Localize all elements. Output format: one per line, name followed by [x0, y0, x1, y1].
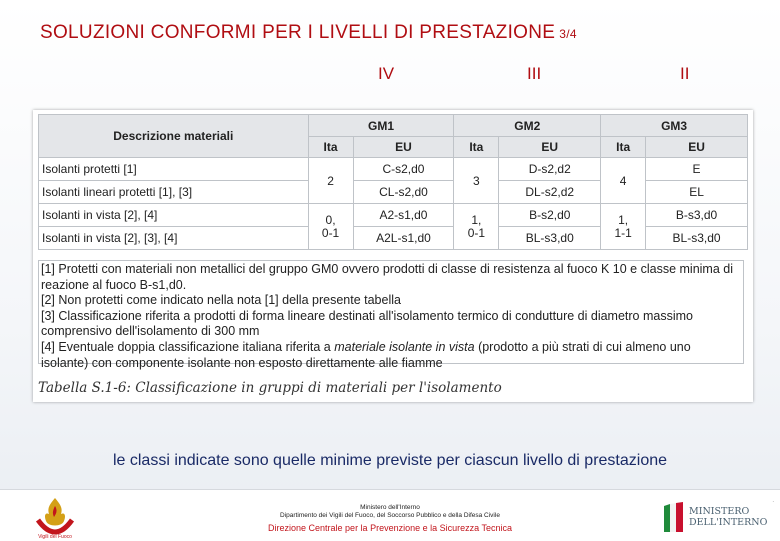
summary-statement: le classi indicate sono quelle minime previste per ciascun livello di prestazione	[112, 452, 668, 469]
cell-ita-gm1: 0, 0-1	[308, 204, 353, 250]
note-4	[41, 340, 741, 371]
footer-ministry-line: Ministero dell'Interno	[360, 504, 420, 511]
note-2: [2] Non protetti come indicato nella nota [1] della presente tabella	[41, 293, 401, 308]
cell-eu-gm3: EL	[646, 181, 748, 204]
header-ita: Ita	[308, 137, 353, 158]
note-4-text-end: (prodotto a più strati di cui almeno uno isolante) con componente isolante non esposto direttamente alle fiamme	[41, 339, 691, 370]
cell-ita-gm1: 2	[308, 158, 353, 204]
note-4-emphasis: materiale isolante in vista	[334, 339, 475, 354]
header-eu: EU	[499, 137, 601, 158]
row-label: Isolanti protetti [1]	[39, 158, 309, 181]
note-3: [3] Classificazione riferita a prodotti di forma lineare destinati all'isolamento termico di condutture di diametro massimo comprensivo dell'isolamento di 300 mm	[41, 308, 693, 339]
cell-eu-gm1: A2L-s1,d0	[353, 227, 454, 250]
level-ii: II	[680, 64, 690, 83]
cell-ita-gm2: 3	[454, 158, 499, 204]
cell-eu-gm2: B-s2,d0	[499, 204, 601, 227]
classification-table	[38, 114, 748, 250]
footer	[0, 489, 780, 541]
table-row	[39, 158, 748, 181]
footer-direction-line: Direzione Centrale per la Prevenzione e la Sicurezza Tecnica	[268, 523, 512, 533]
cell-eu-gm2: D-s2,d2	[499, 158, 601, 181]
table-caption: Tabella S.1-6: Classificazione in gruppi di materiali per l'isolamento	[38, 380, 502, 396]
italian-flag-icon	[662, 502, 686, 534]
cell-eu-gm2: DL-s2,d2	[499, 181, 601, 204]
ministry-logo	[662, 500, 777, 536]
cell-ita-gm3: 4	[601, 158, 646, 204]
header-description: Descrizione materiali	[39, 115, 309, 158]
level-iii: III	[527, 64, 542, 83]
table-row	[39, 204, 748, 227]
slide-title-text: SOLUZIONI CONFORMI PER I LIVELLI DI PRESTAZIONE	[40, 22, 556, 43]
footer-department-line: Dipartimento dei Vigili del Fuoco, del Soccorso Pubblico e della Difesa Civile	[280, 512, 500, 519]
note-1: [1] Protetti con materiali non metallici del gruppo GM0 ovvero prodotti di classe di resistenza al fuoco K 10 e classe minima di reazione al fuoco B-s1,d0.	[41, 262, 733, 292]
row-label: Isolanti lineari protetti [1], [3]	[39, 181, 309, 204]
table-panel	[33, 110, 753, 402]
cell-eu-gm1: CL-s2,d0	[353, 181, 454, 204]
cell-eu-gm2: BL-s3,d0	[499, 227, 601, 250]
level-iv: IV	[378, 64, 395, 83]
header-gm1: GM1	[308, 115, 454, 137]
row-label: Isolanti in vista [2], [4]	[39, 204, 309, 227]
header-ita: Ita	[601, 137, 646, 158]
cell-eu-gm3: BL-s3,d0	[646, 227, 748, 250]
header-ita: Ita	[454, 137, 499, 158]
slide-title	[40, 22, 577, 44]
header-eu: EU	[353, 137, 454, 158]
slide-page-indicator: 3/4	[559, 27, 577, 41]
header-eu: EU	[646, 137, 748, 158]
footer-dot: .	[772, 498, 774, 504]
cell-ita-gm2: 1, 0-1	[454, 204, 499, 250]
cell-eu-gm1: C-s2,d0	[353, 158, 454, 181]
ministry-logo-text: MINISTERO DELL'INTERNO	[689, 506, 768, 528]
cell-eu-gm3: B-s3,d0	[646, 204, 748, 227]
cell-eu-gm1: A2-s1,d0	[353, 204, 454, 227]
row-label: Isolanti in vista [2], [3], [4]	[39, 227, 309, 250]
cell-ita-gm3: 1, 1-1	[601, 204, 646, 250]
table-notes	[38, 260, 744, 370]
cell-eu-gm3: E	[646, 158, 748, 181]
header-gm3: GM3	[601, 115, 748, 137]
vvf-logo-text: Vigili del Fuoco	[38, 534, 72, 540]
note-4-text: [4] Eventuale doppia classificazione italiana riferita a	[41, 339, 335, 354]
header-gm2: GM2	[454, 115, 601, 137]
